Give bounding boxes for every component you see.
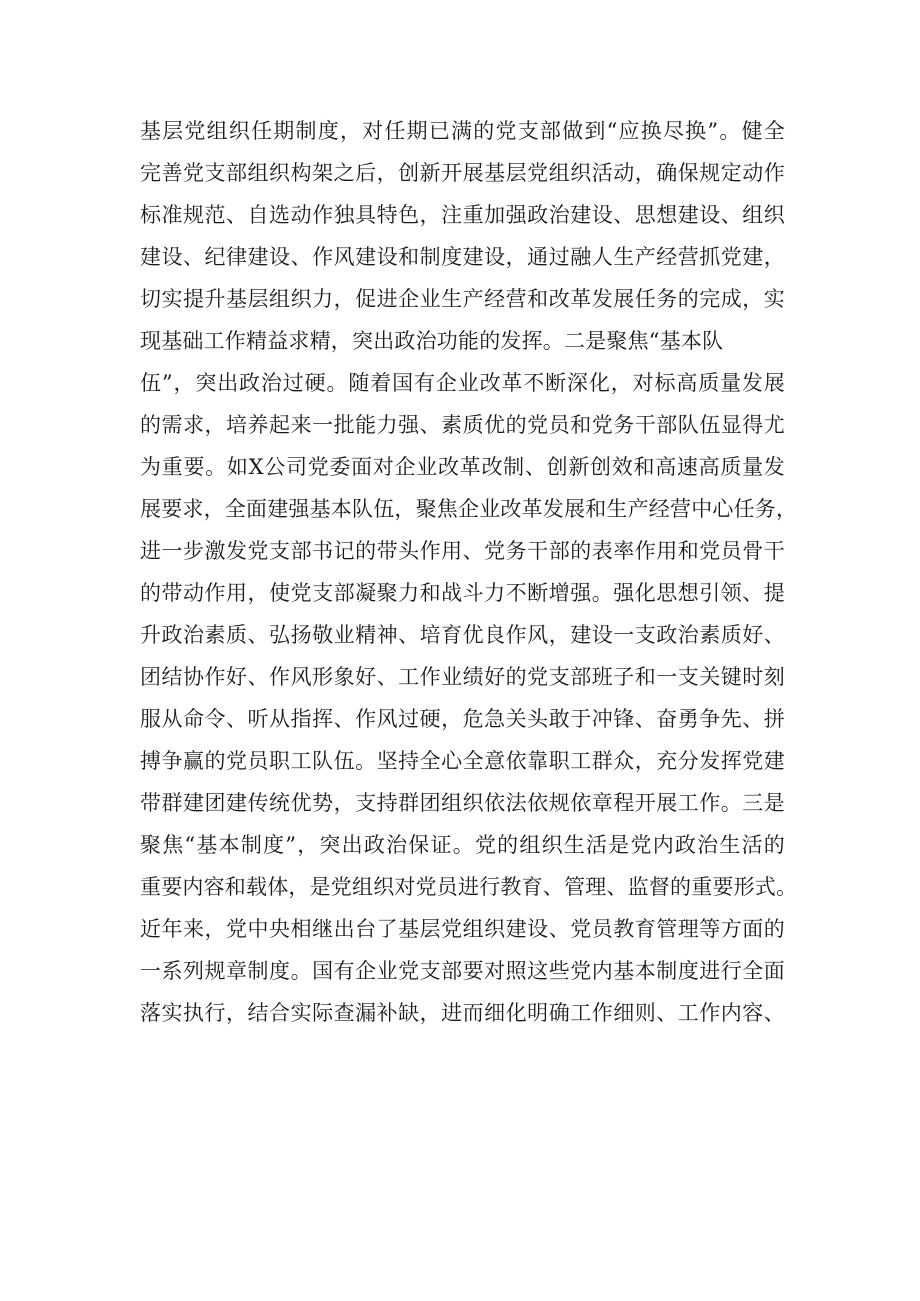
text-line: 的带动作用，使党支部凝聚力和战斗力不断增强。强化思想引领、提 [140, 581, 785, 605]
text-line: 建设、纪律建设、作风建设和制度建设，通过融人生产经营抓党建， [140, 245, 785, 269]
text-line: 搏争赢的党员职工队伍。坚持全心全意依靠职工群众，充分发挥党建 [140, 749, 785, 773]
text-line: 团结协作好、作风形象好、工作业绩好的党支部班子和一支关键时刻 [140, 665, 785, 689]
text-line: 标准规范、自选动作独具特色，注重加强政治建设、思想建设、组织 [140, 203, 785, 227]
text-line: 为重要。如X公司党委面对企业改革改制、创新创效和高速高质量发 [140, 455, 785, 479]
text-line: 基层党组织任期制度，对任期已满的党支部做到“应换尽换”。健全 [140, 119, 785, 143]
text-line: 展要求，全面建强基本队伍，聚焦企业改革发展和生产经营中心任务， [140, 497, 798, 521]
text-line: 进一步激发党支部书记的带头作用、党务干部的表率作用和党员骨干 [140, 539, 785, 563]
text-line: 落实执行，结合实际查漏补缺，进而细化明确工作细则、工作内容、 [140, 1001, 785, 1025]
body-paragraph [140, 110, 798, 1034]
text-line: 带群建团建传统优势，支持群团组织依法依规依章程开展工作。三是 [140, 791, 785, 815]
text-line: 升政治素质、弘扬敬业精神、培育优良作风，建设一支政治素质好、 [140, 623, 785, 647]
text-line: 聚焦“基本制度”，突出政治保证。党的组织生活是党内政治生活的 [140, 833, 785, 857]
text-line: 现基础工作精益求精，突出政治功能的发挥。二是聚焦“基本队 [140, 329, 724, 353]
text-line: 服从命令、听从指挥、作风过硬，危急关头敢于冲锋、奋勇争先、拼 [140, 707, 785, 731]
text-line: 切实提升基层组织力，促进企业生产经营和改革发展任务的完成，实 [140, 287, 785, 311]
text-line: 伍”，突出政治过硬。随着国有企业改革不断深化，对标高质量发展 [140, 371, 785, 395]
text-line: 的需求，培养起来一批能力强、素质优的党员和党务干部队伍显得尤 [140, 413, 785, 437]
text-line: 一系列规章制度。国有企业党支部要对照这些党内基本制度进行全面 [140, 959, 785, 983]
text-line: 完善党支部组织构架之后，创新开展基层党组织活动，确保规定动作 [140, 161, 785, 185]
text-line: 重要内容和载体，是党组织对党员进行教育、管理、监督的重要形式。 [140, 875, 798, 899]
text-line: 近年来，党中央相继出台了基层党组织建设、党员教育管理等方面的 [140, 917, 785, 941]
